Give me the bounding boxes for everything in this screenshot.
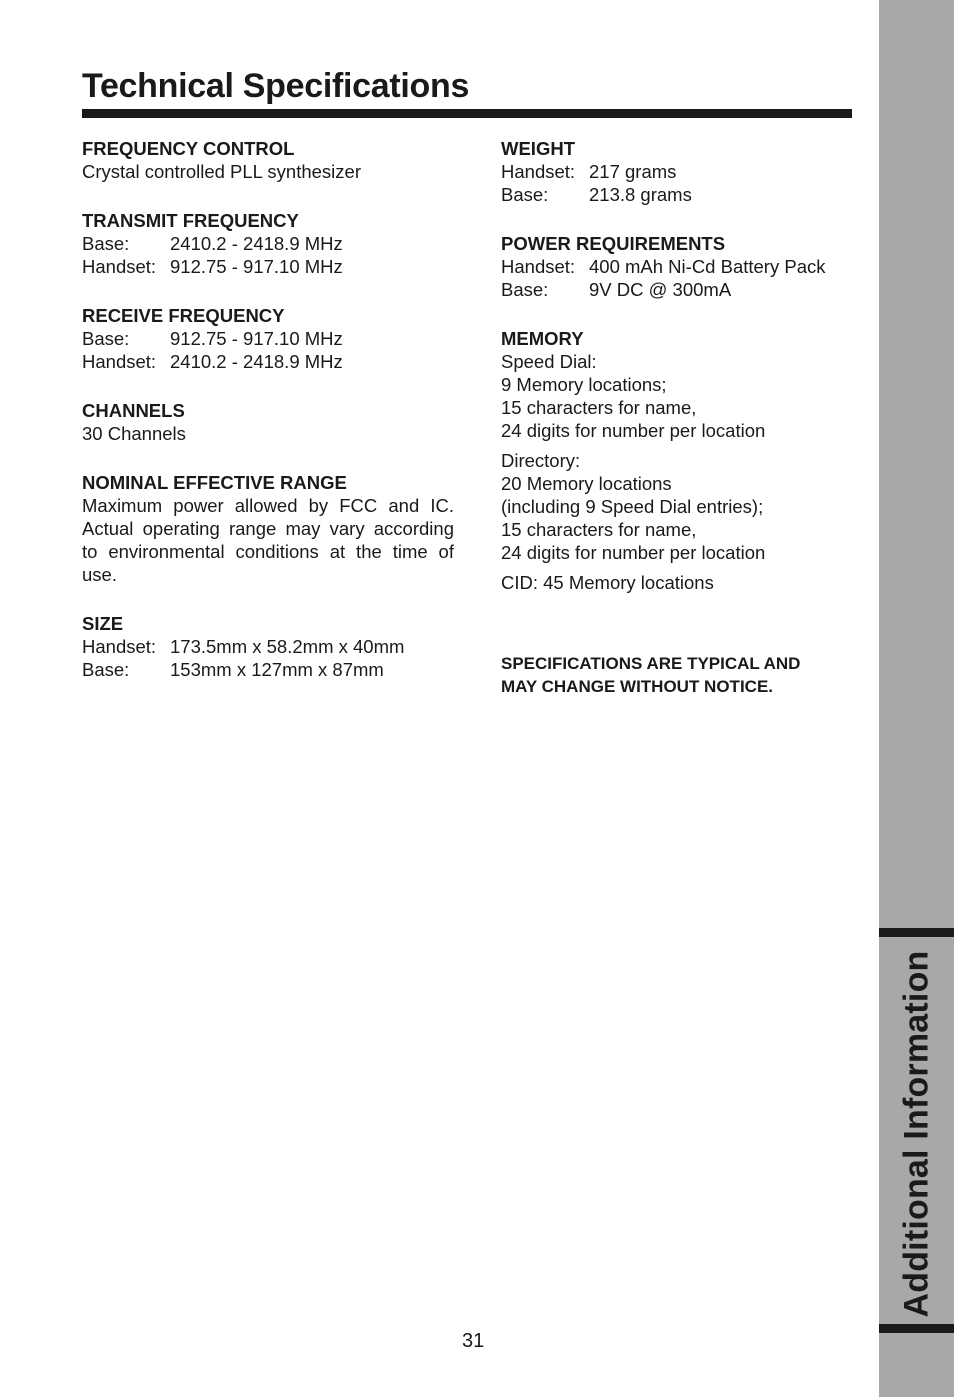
left-column bbox=[82, 137, 454, 707]
spec-value: 173.5mm x 58.2mm x 40mm bbox=[170, 636, 405, 657]
spec-value: 153mm x 127mm x 87mm bbox=[170, 659, 384, 680]
side-tab-band-bottom bbox=[879, 1324, 954, 1333]
notice-line: SPECIFICATIONS ARE TYPICAL AND bbox=[501, 654, 801, 673]
page-title: Technical Specifications bbox=[82, 67, 470, 105]
power-requirements-section bbox=[501, 232, 853, 301]
spec-row bbox=[82, 255, 454, 278]
size-heading: SIZE bbox=[82, 613, 124, 634]
frequency-control-heading: FREQUENCY CONTROL bbox=[82, 138, 295, 159]
size-section bbox=[82, 612, 454, 681]
specifications-notice bbox=[501, 652, 852, 698]
directory-block bbox=[501, 449, 853, 564]
weight-heading: WEIGHT bbox=[501, 138, 575, 159]
spec-row bbox=[82, 658, 454, 681]
spec-label: Base: bbox=[82, 659, 130, 680]
spec-row bbox=[82, 350, 454, 373]
spec-row bbox=[501, 255, 853, 278]
directory-line: 24 digits for number per location bbox=[501, 542, 766, 563]
weight-section bbox=[501, 137, 853, 206]
channels-section bbox=[82, 399, 454, 445]
directory-line: Directory: bbox=[501, 450, 581, 471]
spec-value: 217 grams bbox=[589, 161, 677, 182]
spec-value: 912.75 - 917.10 MHz bbox=[170, 328, 343, 349]
directory-line: (including 9 Speed Dial entries); bbox=[501, 496, 764, 517]
page-number: 31 bbox=[462, 1330, 485, 1352]
receive-frequency-heading: RECEIVE FREQUENCY bbox=[82, 305, 285, 326]
cid-memory-line: CID: 45 Memory locations bbox=[501, 572, 714, 593]
spec-value: 912.75 - 917.10 MHz bbox=[170, 256, 343, 277]
channels-text: 30 Channels bbox=[82, 423, 186, 444]
spec-label: Base: bbox=[82, 328, 130, 349]
speed-dial-line: 24 digits for number per location bbox=[501, 420, 766, 441]
spec-label: Handset: bbox=[501, 256, 576, 277]
spec-label: Base: bbox=[501, 279, 549, 300]
nominal-effective-range-section bbox=[82, 471, 454, 586]
spec-label: Handset: bbox=[82, 636, 157, 657]
power-requirements-heading: POWER REQUIREMENTS bbox=[501, 233, 726, 254]
memory-section bbox=[501, 327, 853, 594]
right-column bbox=[501, 137, 853, 620]
speed-dial-line: 15 characters for name, bbox=[501, 397, 697, 418]
directory-line: 15 characters for name, bbox=[501, 519, 697, 540]
spec-value: 2410.2 - 2418.9 MHz bbox=[170, 351, 343, 372]
spec-value: 400 mAh Ni-Cd Battery Pack bbox=[589, 256, 826, 277]
spec-value: 2410.2 - 2418.9 MHz bbox=[170, 233, 343, 254]
spec-label: Base: bbox=[501, 184, 549, 205]
spec-row bbox=[82, 232, 454, 255]
side-tab-band-top bbox=[879, 928, 954, 937]
frequency-control-text: Crystal controlled PLL synthesizer bbox=[82, 161, 361, 182]
memory-heading: MEMORY bbox=[501, 328, 584, 349]
notice-line: MAY CHANGE WITHOUT NOTICE. bbox=[501, 677, 774, 696]
speed-dial-block bbox=[501, 350, 853, 442]
receive-frequency-section bbox=[82, 304, 454, 373]
nominal-effective-range-text: Maximum power allowed by FCC and IC. Actual operating range may vary according to environmental conditions at the time of use. bbox=[82, 495, 454, 585]
spec-label: Handset: bbox=[82, 256, 157, 277]
spec-label: Handset: bbox=[501, 161, 576, 182]
spec-row bbox=[501, 183, 853, 206]
title-rule bbox=[82, 109, 852, 118]
spec-value: 9V DC @ 300mA bbox=[589, 279, 732, 300]
speed-dial-line: Speed Dial: bbox=[501, 351, 597, 372]
spec-label: Handset: bbox=[82, 351, 157, 372]
spec-row bbox=[82, 327, 454, 350]
nominal-effective-range-heading: NOMINAL EFFECTIVE RANGE bbox=[82, 472, 347, 493]
transmit-frequency-heading: TRANSMIT FREQUENCY bbox=[82, 210, 299, 231]
frequency-control-section bbox=[82, 137, 454, 183]
spec-label: Base: bbox=[82, 233, 130, 254]
speed-dial-line: 9 Memory locations; bbox=[501, 374, 667, 395]
directory-line: 20 Memory locations bbox=[501, 473, 672, 494]
spec-value: 213.8 grams bbox=[589, 184, 692, 205]
channels-heading: CHANNELS bbox=[82, 400, 185, 421]
spec-row bbox=[501, 160, 853, 183]
spec-row bbox=[501, 278, 853, 301]
side-tab-label: Additional Information bbox=[897, 950, 936, 1318]
transmit-frequency-section bbox=[82, 209, 454, 278]
spec-row bbox=[82, 635, 454, 658]
